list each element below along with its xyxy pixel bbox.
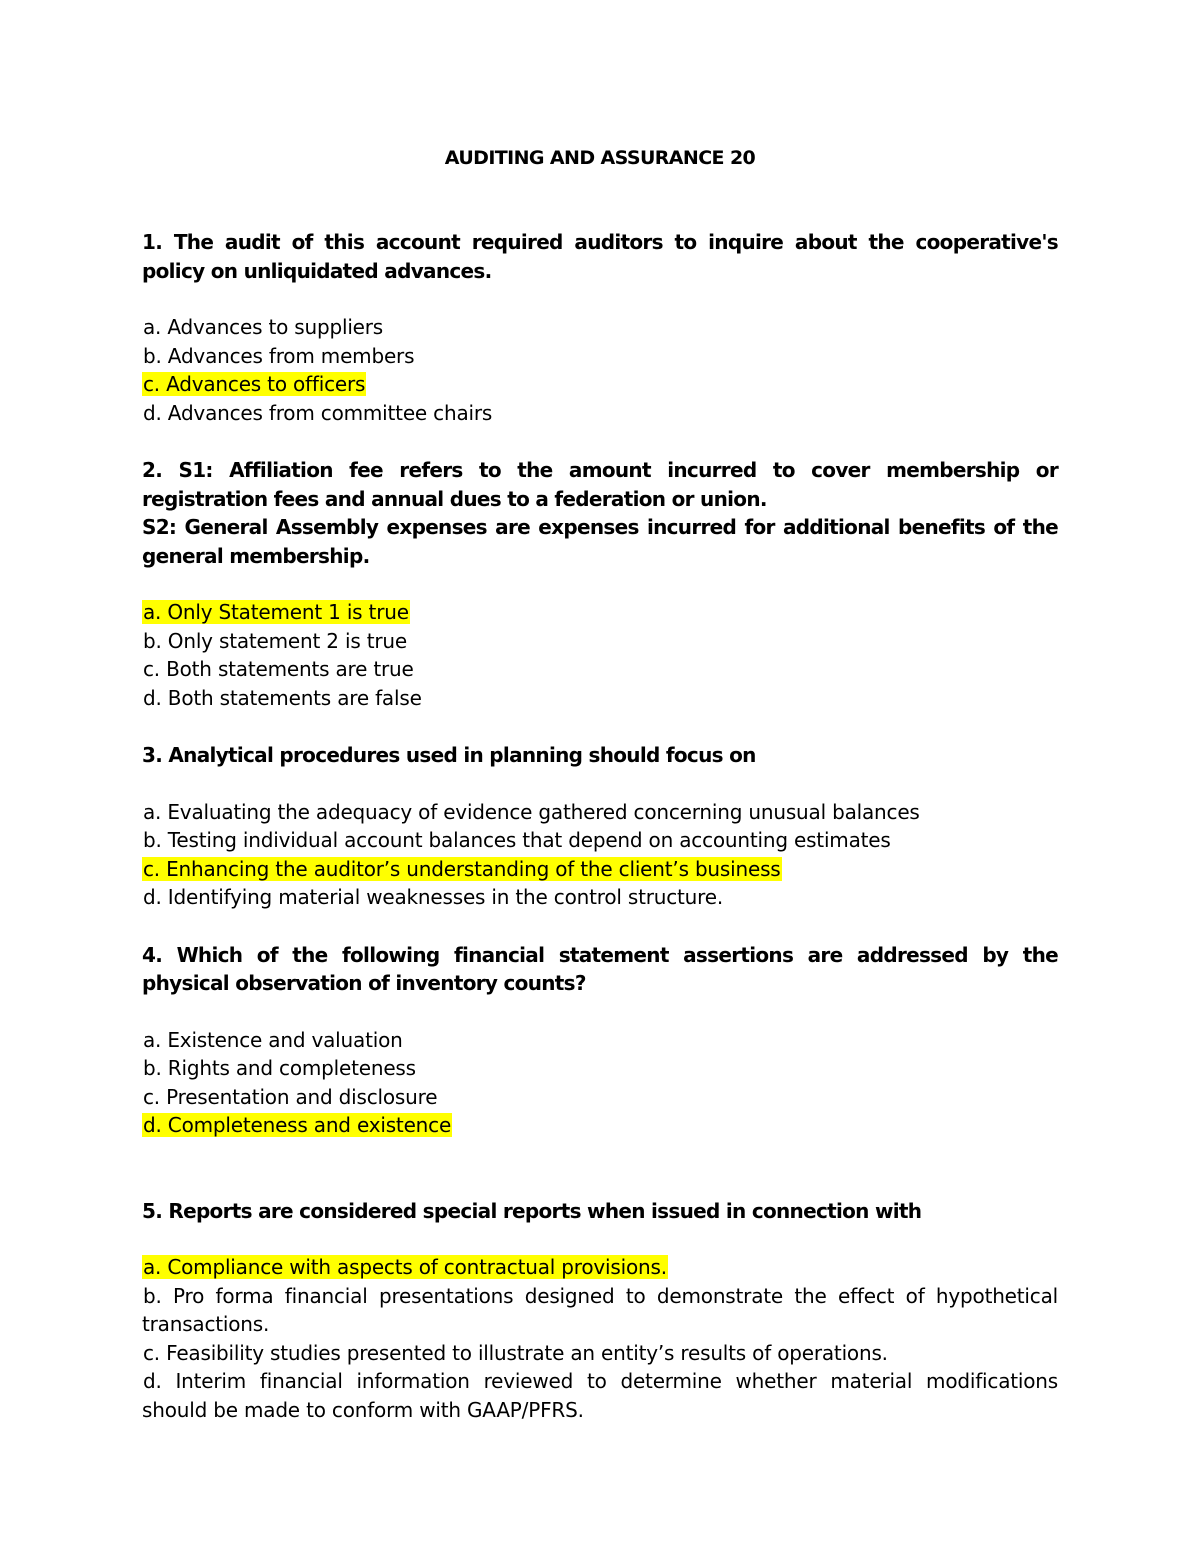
statement-2: S2: General Assembly expenses are expenses incurred for additional benefits of the general membership.	[142, 515, 1058, 568]
question-stem	[142, 228, 1058, 285]
highlighted-answer: c. Advances to officers	[143, 372, 366, 396]
option-b	[142, 1054, 1058, 1083]
option-text: c. Both statements are true	[143, 657, 414, 681]
options-list	[142, 598, 1058, 712]
option-b	[142, 826, 1058, 855]
document-title: AUDITING AND ASSURANCE 20	[444, 147, 756, 169]
question-text: 1. The audit of this account required auditors to inquire about the cooperative's policy on unliquidated advances.	[142, 230, 1058, 283]
option-text: b. Pro forma financial presentations designed to demonstrate the effect of hypothetical transactions.	[142, 1283, 1058, 1336]
option-text: b. Rights and completeness	[143, 1056, 416, 1080]
options-list	[142, 313, 1058, 427]
option-a	[142, 1026, 1058, 1055]
option-text: d. Both statements are false	[143, 685, 422, 710]
question-stem	[142, 1197, 1058, 1226]
option-d	[142, 1367, 1058, 1424]
question-3	[142, 741, 1058, 912]
option-text: b. Testing individual account balances that depend on accounting estimates	[143, 828, 891, 852]
option-b	[142, 342, 1058, 371]
option-c	[142, 655, 1058, 684]
highlighted-answer: a. Only Statement 1 is true	[143, 600, 409, 624]
option-c	[142, 1339, 1058, 1368]
question-text: 5. Reports are considered special reports when issued in connection with	[142, 1198, 922, 1223]
option-a-answer	[142, 598, 1058, 627]
options-list	[142, 1253, 1058, 1424]
question-2	[142, 456, 1058, 712]
option-text: d. Interim financial information reviewed to determine whether material modifications should be made to conform with GAAP/PFRS.	[142, 1369, 1058, 1422]
question-stem	[142, 741, 1058, 770]
option-text: a. Evaluating the adequacy of evidence gathered concerning unusual balances	[143, 799, 920, 824]
highlighted-answer: c. Enhancing the auditor’s understanding of the client’s business	[143, 856, 781, 881]
question-text: 4. Which of the following financial statement assertions are addressed by the physical observation of inventory counts?	[142, 942, 1058, 995]
options-list	[142, 1026, 1058, 1140]
option-d	[142, 399, 1058, 428]
option-a	[142, 798, 1058, 827]
option-text: b. Only statement 2 is true	[143, 628, 407, 653]
question-4	[142, 941, 1058, 1140]
option-text: c. Feasibility studies presented to illustrate an entity’s results of operations.	[143, 1340, 888, 1365]
highlighted-answer: a. Compliance with aspects of contractual provisions.	[143, 1255, 667, 1279]
question-1	[142, 228, 1058, 427]
option-c-answer	[142, 855, 1058, 884]
options-list	[142, 798, 1058, 912]
question-text: 3. Analytical procedures used in planning should focus on	[142, 743, 756, 767]
option-a-answer	[142, 1253, 1058, 1282]
question-stem	[142, 941, 1058, 998]
option-text: a. Advances to suppliers	[143, 315, 384, 339]
option-text: b. Advances from members	[143, 343, 415, 368]
option-d	[142, 883, 1058, 912]
statement-1: 2. S1: Affiliation fee refers to the amount incurred to cover membership or registration fees and annual dues to a federation or union.	[142, 458, 1058, 511]
option-c-answer	[142, 370, 1058, 399]
document-page	[142, 140, 1058, 1424]
question-5	[142, 1197, 1058, 1425]
option-b	[142, 1282, 1058, 1339]
option-b	[142, 627, 1058, 656]
option-d	[142, 684, 1058, 713]
option-a	[142, 313, 1058, 342]
question-stem	[142, 456, 1058, 570]
highlighted-answer: d. Completeness and existence	[143, 1113, 452, 1137]
option-text: d. Advances from committee chairs	[143, 400, 493, 425]
option-text: c. Presentation and disclosure	[143, 1084, 438, 1109]
option-c	[142, 1083, 1058, 1112]
option-text: a. Existence and valuation	[143, 1027, 403, 1052]
option-d-answer	[142, 1111, 1058, 1140]
option-text: d. Identifying material weaknesses in the control structure.	[143, 885, 724, 909]
